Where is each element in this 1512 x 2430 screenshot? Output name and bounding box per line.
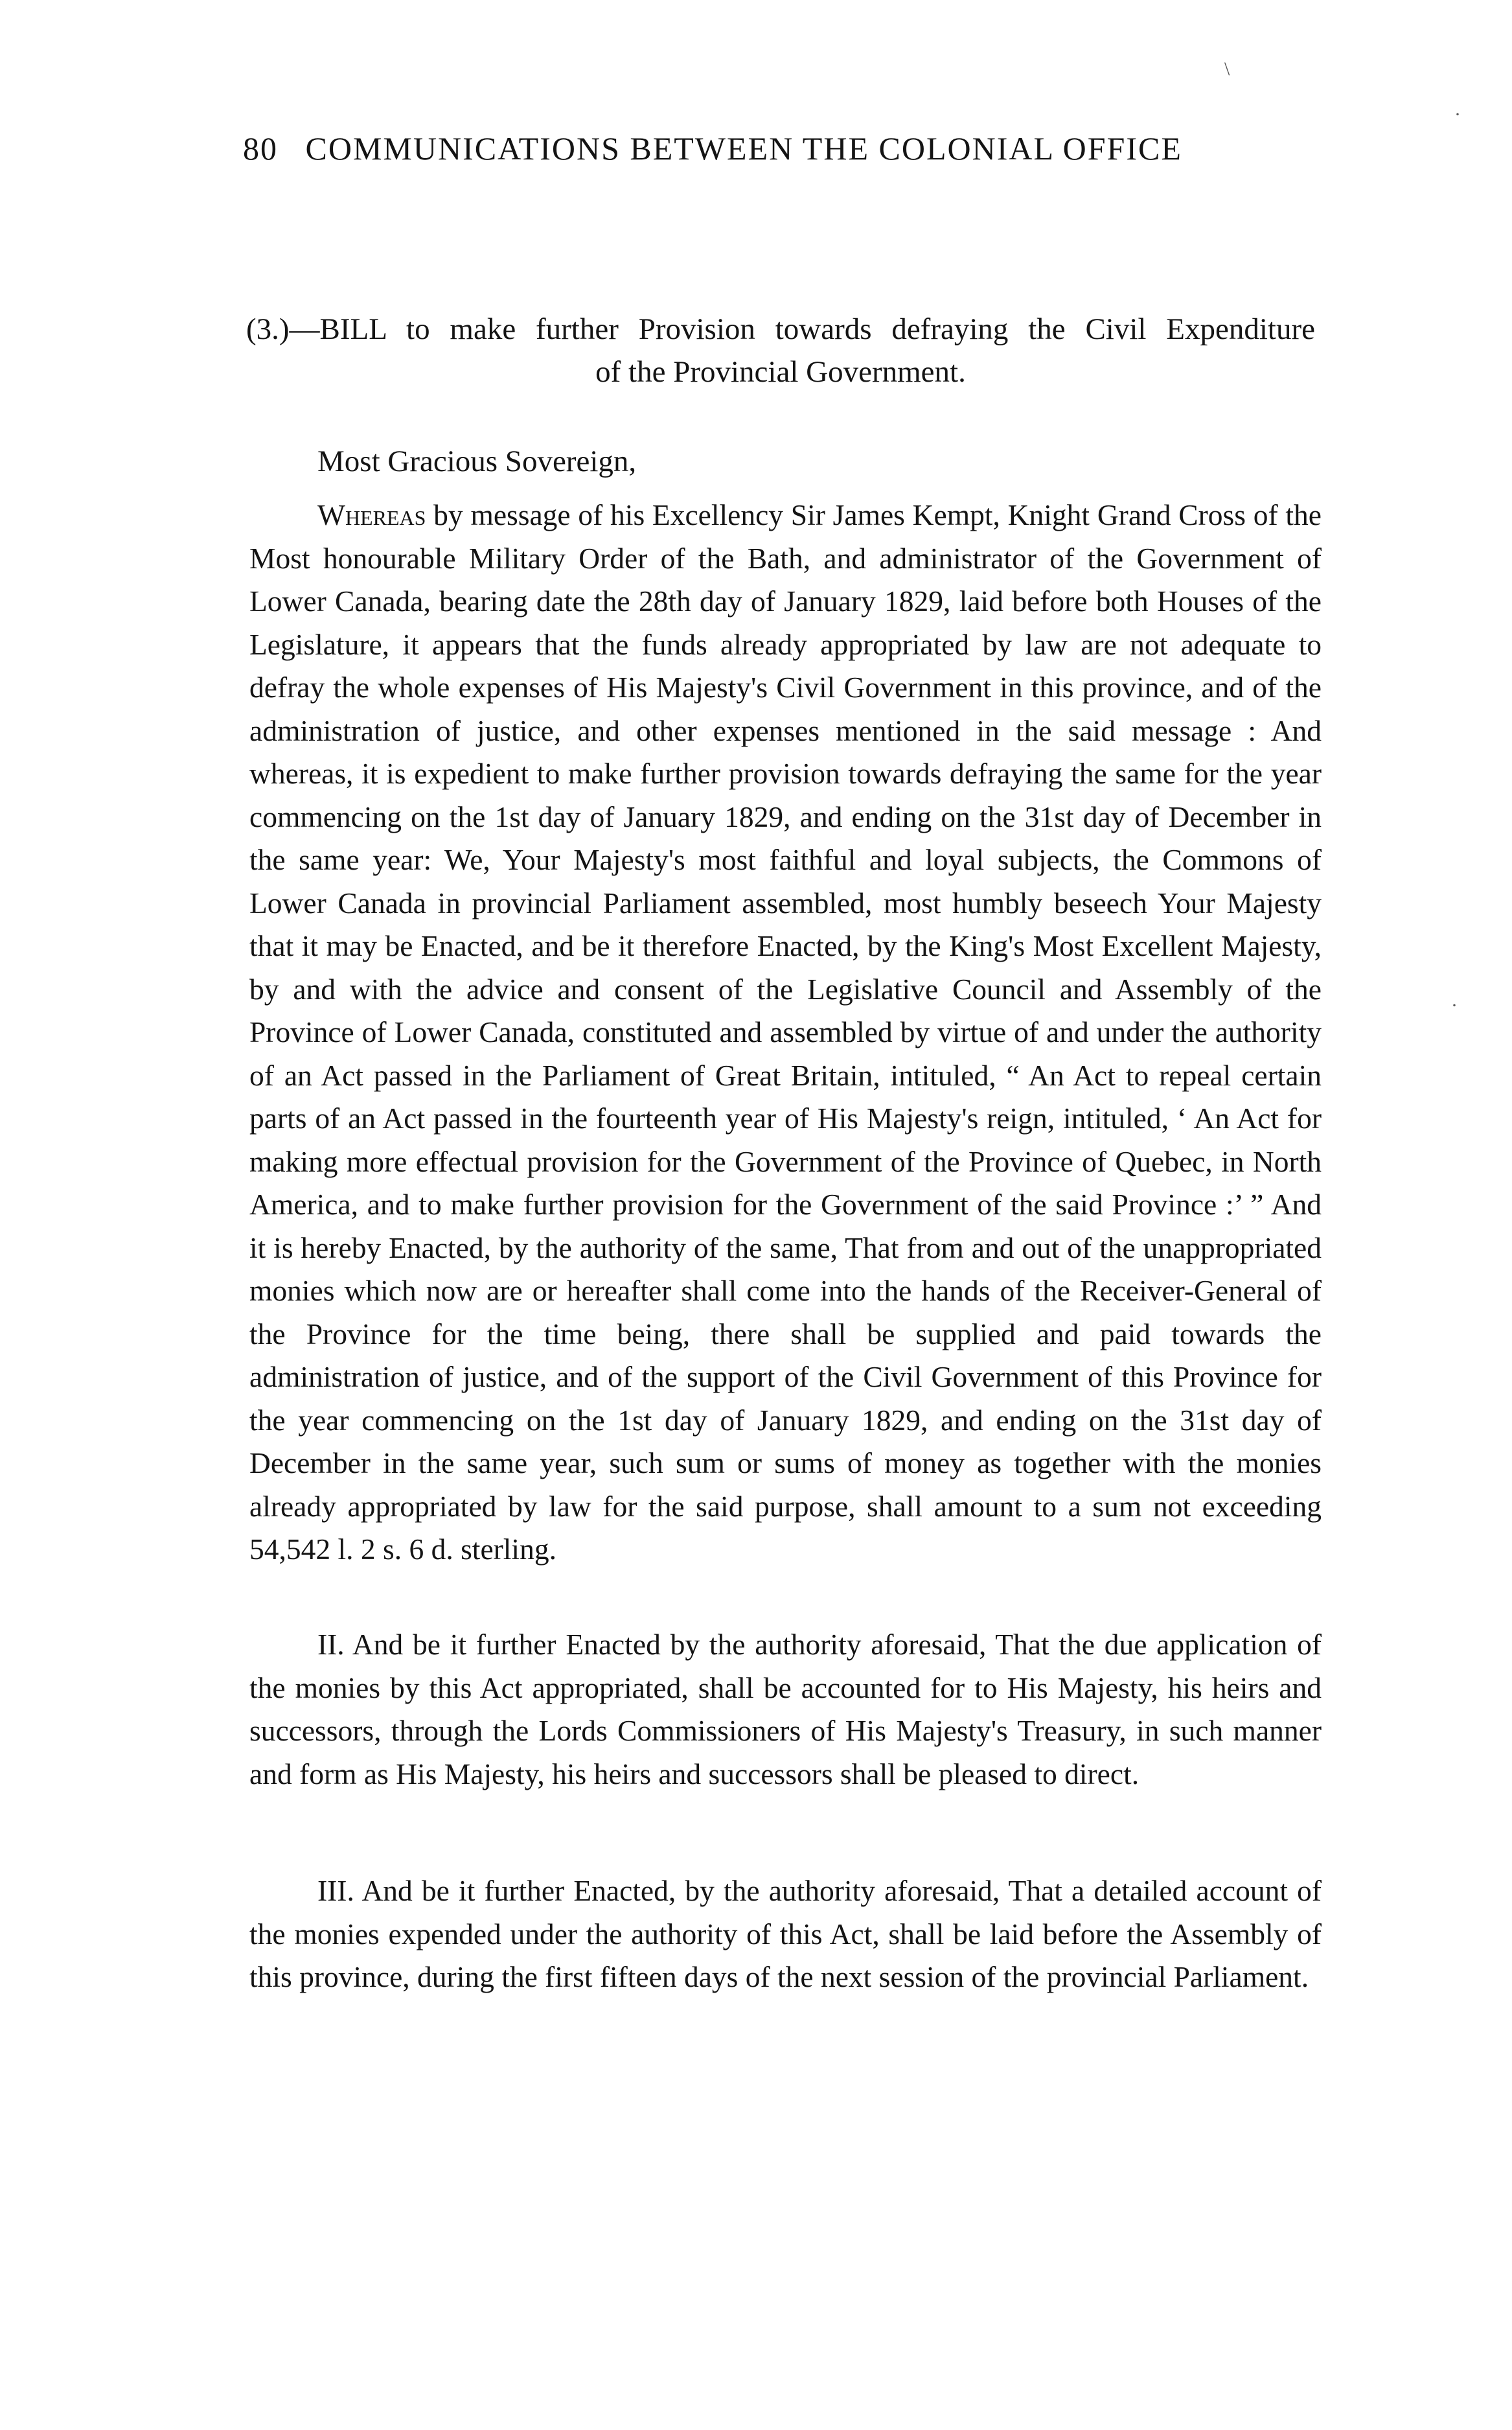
scan-speck: · [1454, 104, 1461, 125]
bill-title [246, 308, 1315, 393]
page-number: 80 [243, 130, 278, 167]
section-ii-paragraph: II. And be it further Enacted by the authority aforesaid, That the due application of the monies by this Act appropriated, shall be accounted for to His Majesty, his heirs and successors, through the Lords Commissioners of His Majesty's Treasury, in such manner and form as His Majesty, his heirs and successors shall be pleased to direct. [249, 1628, 1322, 1790]
running-header [243, 130, 1305, 167]
scan-mark: \ [1224, 58, 1230, 80]
preamble-text: by message of his Excellency Sir James Kempt, Knight Grand Cross of the Most honourable Military Order of the Bath, and administrator of the Government of Lower Canada, bearing date the 28th day of January 1829, laid before both Houses of the Legislature, it appears that the funds already appropriated by law are not adequate to defray the whole expenses of His Majesty's Civil Government in this province, and of the administration of justice, and other expenses mentioned in the said message : And whereas, it is expedient to make further provision towards defraying the same for the year commencing on the 1st day of January 1829, and ending on the 31st day of December in the same year: We, Your Majesty's most faithful and loyal subjects, the Commons of Lower Canada in provincial Parliament assembled, most humbly beseech Your Majesty that it may be Enacted, and be it therefore Enacted, by the King's Most Excellent Majesty, by and with the advice and consent of the Legislative Council and Assembly of the Province of Lower Canada, constituted and assembled by virtue of and under the authority of an Act passed in the Parliament of Great Britain, intituled, “ An Act to repeal certain parts of an Act passed in the fourteenth year of His Majesty's reign, intituled, ‘ An Act for making more effectual provision for the Government of the Province of Quebec, in North America, and to make further provision for the Government of the said Province :’ ” And it is hereby Enacted, by the authority of the same, That from and out of the unappropriated monies which now are or hereafter shall come into the hands of the Receiver-General of the Province for the time being, there shall be supplied and paid towards the administration of justice, and of the support of the Civil Government of this Province for the year commencing on the 1st day of January 1829, and ending on the 31st day of December in the same year, such sum or sums of money as together with the monies already appropriated by law for the said purpose, shall amount to a sum not exceeding 54,542 l. 2 s. 6 d. sterling. [249, 498, 1322, 1566]
salutation: Most Gracious Sovereign, [317, 445, 637, 478]
bill-title-line-1: (3.)—BILL to make further Provision towards defraying the Civil Expenditure [246, 312, 1315, 346]
section-iii-paragraph: III. And be it further Enacted, by the authority aforesaid, That a detailed account of the monies expended under the authority of this Act, shall be laid before the Assembly of this province, during the first fifteen days of the next session of the provincial Parliament. [249, 1874, 1322, 1993]
bill-title-line-2: of the Provincial Government. [595, 355, 966, 389]
running-title: COMMUNICATIONS BETWEEN THE COLONIAL OFFICE [305, 130, 1182, 167]
scan-speck: · [1451, 995, 1458, 1016]
preamble-paragraph [249, 494, 1322, 1571]
whereas-lead: Whereas [317, 498, 426, 531]
